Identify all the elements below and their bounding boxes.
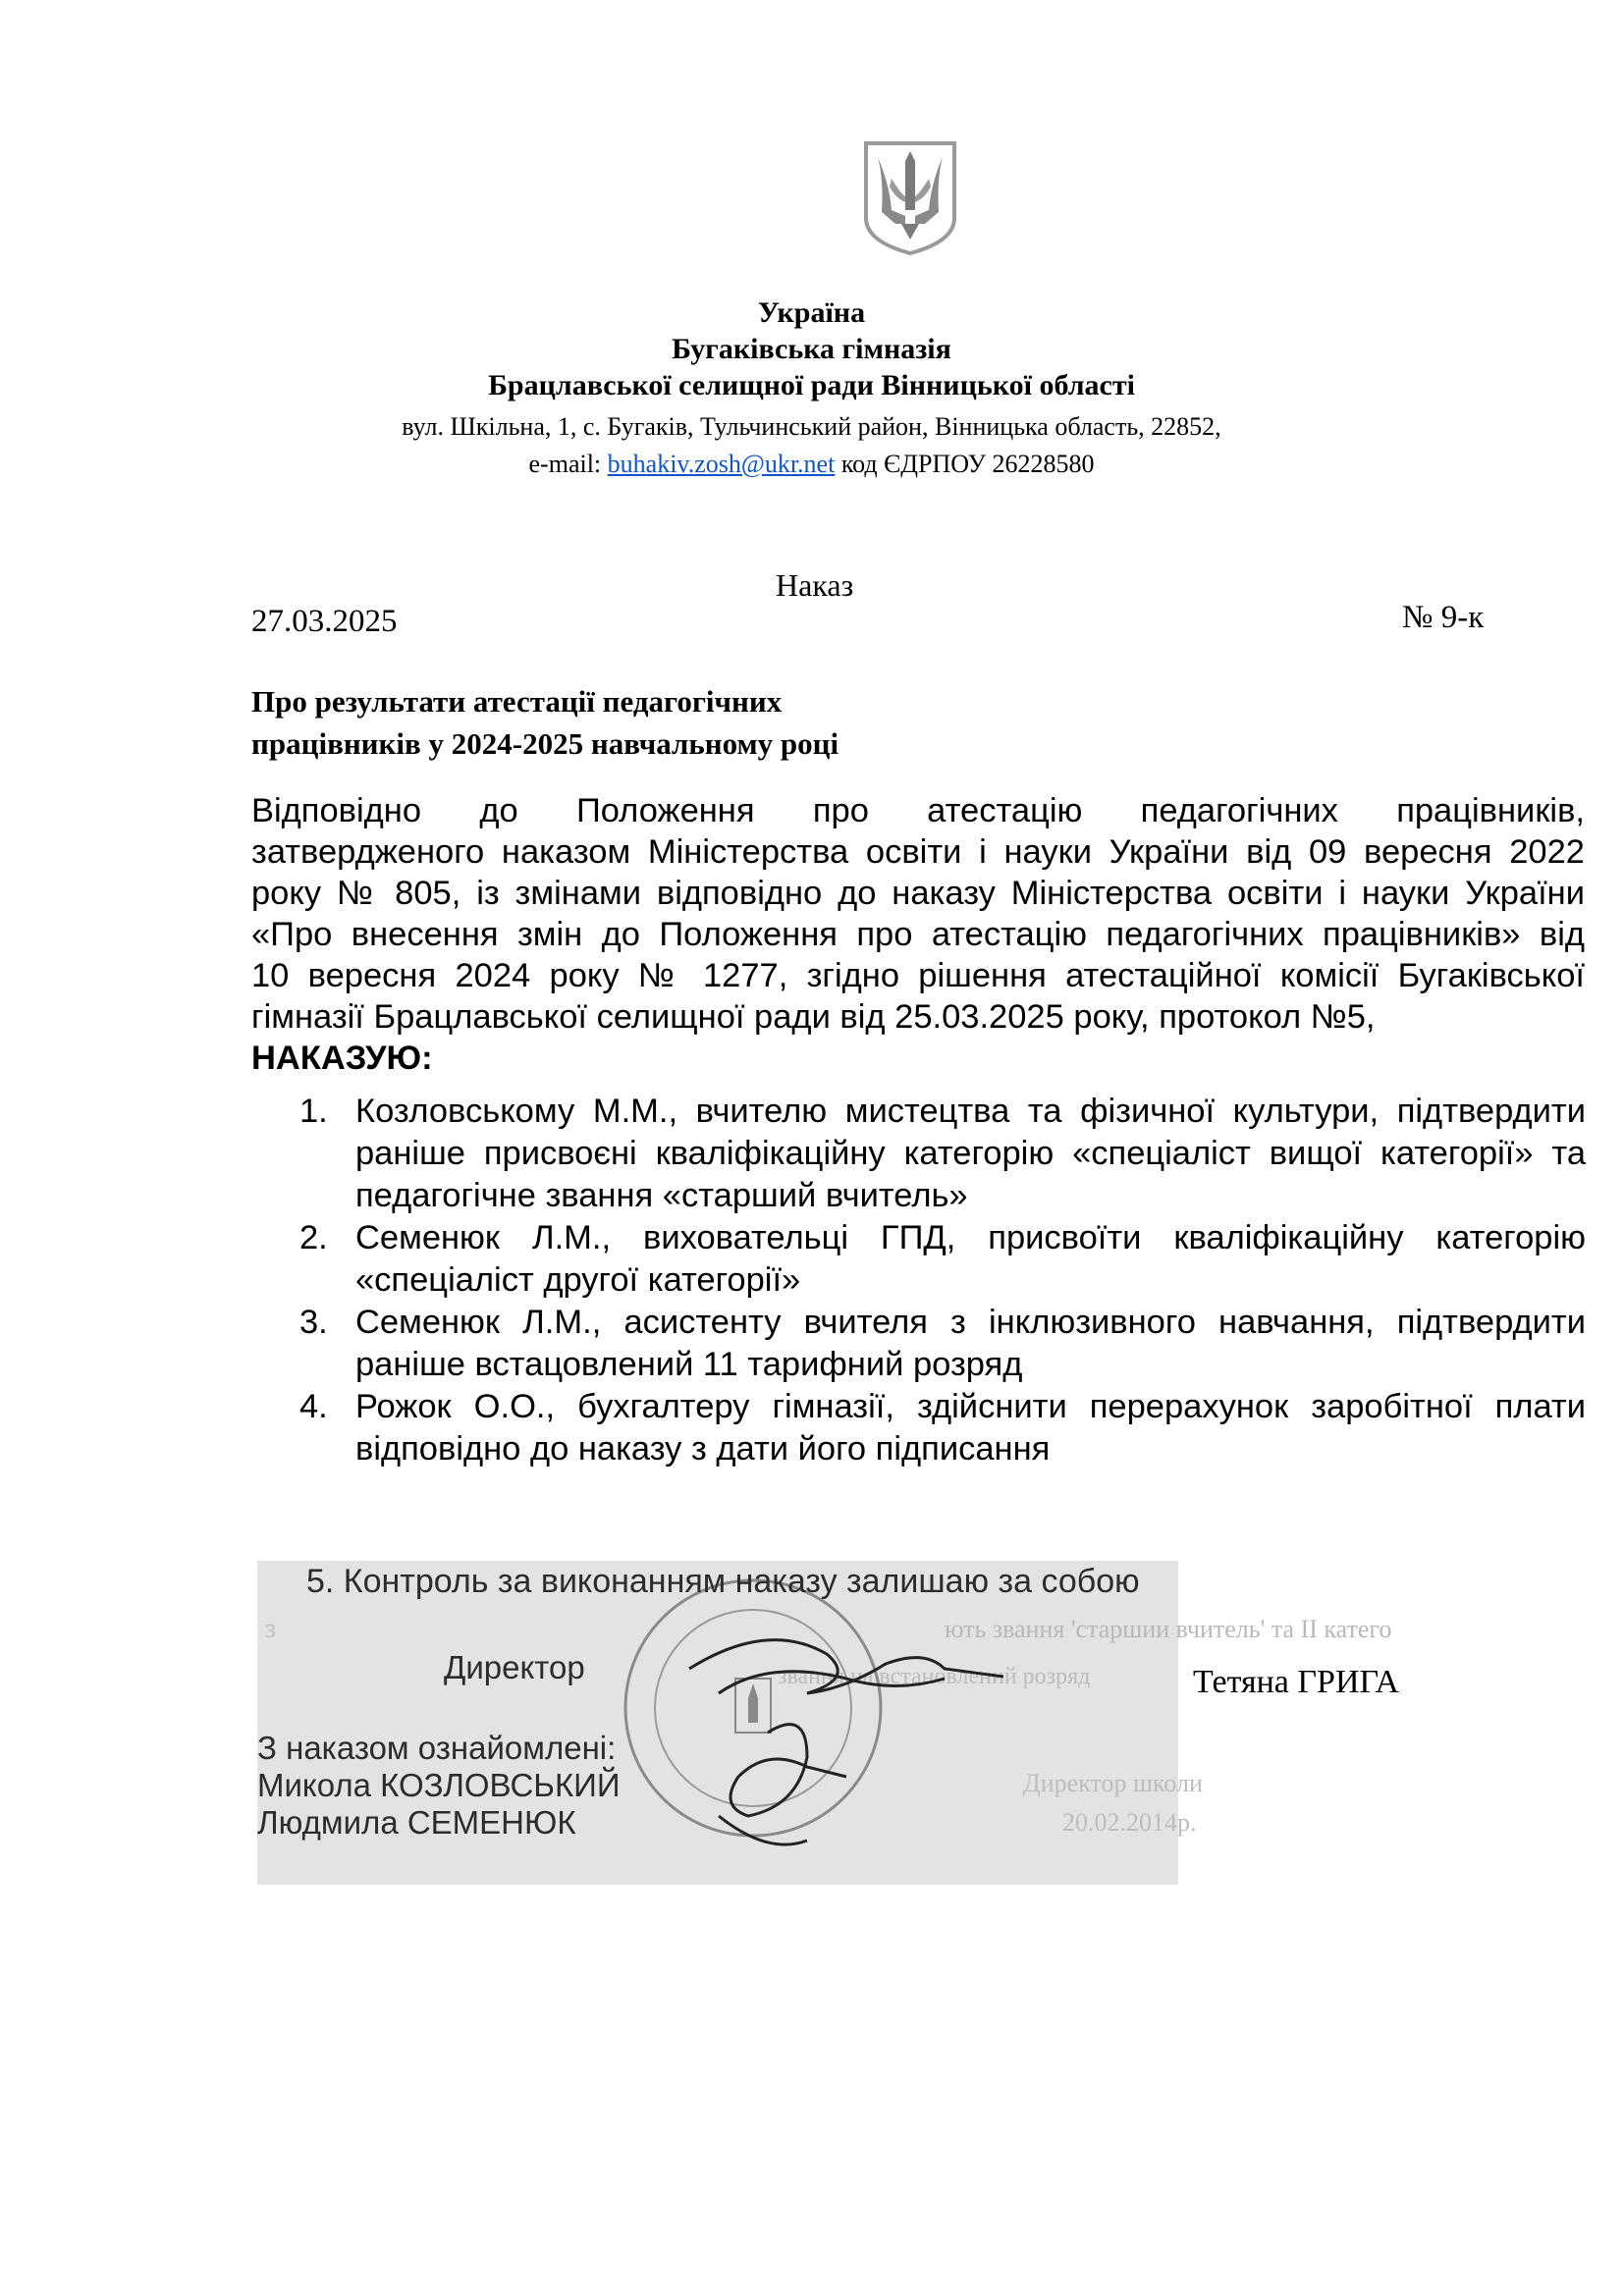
edrpou-code: код ЄДРПОУ 26228580 <box>840 450 1095 478</box>
item-line: «спеціаліст другої категорії» <box>355 1261 801 1299</box>
svg-text:ють звання 'старшии вчитель' т: ють звання 'старшии вчитель' та ІІ катего <box>945 1615 1392 1643</box>
director-label: Директор <box>444 1649 585 1685</box>
item-line: раніше встацовлений 11 тарифний розряд <box>355 1346 1023 1383</box>
subject-line-1: Про результати атестації педагогічних <box>251 684 783 719</box>
body-line: 10 вересня 2024 року № 1277, згідно рішення атестаційної комісії Бугаківської <box>251 957 1585 994</box>
svg-text:звання на встановлений розряд: звання на встановлений розряд <box>778 1664 1091 1689</box>
item-number: 1. <box>299 1093 328 1130</box>
body-line: гімназії Брацлавської селищної ради від 25.03.2025 року, протокол №5, <box>251 998 1376 1036</box>
order-title: Наказ <box>776 567 854 603</box>
list-item <box>299 1386 1586 1470</box>
director-name: Тетяна ГРИГА <box>1193 1664 1400 1700</box>
list-item <box>299 1217 1586 1302</box>
header-school: Бугаківська гімназія <box>672 333 951 365</box>
svg-text:20.02.2014р.: 20.02.2014р. <box>1062 1808 1197 1837</box>
subject-line-2: працівників у 2024-2025 навчальному році <box>251 726 839 761</box>
item-line: педагогічне звання «старший вчитель» <box>355 1177 968 1214</box>
trident-emblem-icon <box>862 139 958 255</box>
item-line: Рожок О.О., бухгалтеру гімназії, здійснити перерахунок заробітної плати <box>355 1388 1586 1425</box>
item-number: 4. <box>299 1388 328 1425</box>
list-item <box>299 1091 1586 1217</box>
order-directive: НАКАЗУЮ: <box>251 1040 433 1077</box>
acknowledgement-block <box>257 1730 621 1842</box>
header-country: Україна <box>757 296 866 329</box>
item-line: Семенюк Л.М., виховательці ГПД, присвоїти кваліфікаційну категорію <box>355 1219 1586 1256</box>
order-date: 27.03.2025 <box>251 604 398 639</box>
acknowledgement-title: З наказом ознайомлені: <box>257 1730 617 1766</box>
item-line: Козловському М.М., вчителю мистецтва та фізичної культури, підтвердити <box>355 1093 1586 1130</box>
svg-text:з: з <box>265 1614 277 1644</box>
item-line: відповідно до наказу з дати його підписання <box>355 1430 1051 1468</box>
email-prefix: e-mail: <box>528 450 602 478</box>
acknowledged-name: Людмила СЕМЕНЮК <box>257 1804 576 1841</box>
header-contacts <box>0 450 1623 479</box>
header-address: вул. Шкільна, 1, с. Бугаків, Тульчинський район, Вінницька область, 22852, <box>402 412 1221 441</box>
order-items <box>299 1091 1586 1470</box>
order-body <box>251 790 1585 1079</box>
body-line: затвердженого наказом Міністерства освіти і науки України від 09 вересня 2022 <box>251 833 1585 871</box>
body-line: Відповідно до Положення про атестацію педагогічних працівників, <box>251 792 1585 829</box>
header-council: Брацлавської селищної ради Вінницької області <box>488 369 1135 401</box>
email-link[interactable]: buhakiv.zosh@ukr.net <box>607 450 836 478</box>
list-item <box>299 1302 1586 1386</box>
order-number: № 9-к <box>1402 600 1485 635</box>
item-number: 3. <box>299 1304 328 1341</box>
body-line: року № 805, із змінами відповідно до наказу Міністерства освіти і науки України <box>251 875 1585 912</box>
item-5-control: 5. Контроль за виконанням наказу залишаю за собою <box>306 1563 1140 1600</box>
item-line: Семенюк Л.М., асистенту вчителя з інклюзивного навчання, підтвердити <box>355 1304 1586 1341</box>
acknowledged-name: Микола КОЗЛОВСЬКИЙ <box>257 1767 621 1803</box>
item-line: раніше присвоєні кваліфікаційну категорію «спеціаліст вищої категорії» та <box>355 1135 1586 1172</box>
item-number: 2. <box>299 1219 328 1256</box>
body-line: «Про внесення змін до Положення про атестацію педагогічних працівників» від <box>251 916 1585 953</box>
order-subject <box>251 680 839 765</box>
svg-text:Директор школи: Директор школи <box>1023 1769 1203 1797</box>
